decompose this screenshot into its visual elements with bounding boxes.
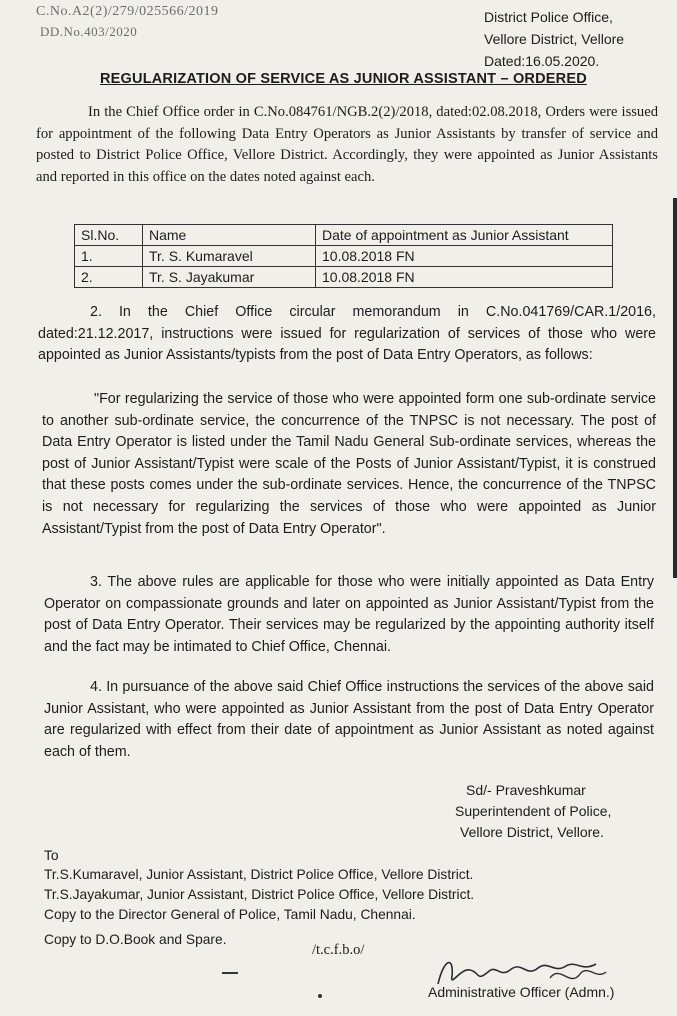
document-title: REGULARIZATION OF SERVICE AS JUNIOR ASSISTANT – ORDERED <box>100 71 587 87</box>
office-name: District Police Office, <box>484 9 613 25</box>
page-edge-shadow <box>673 198 677 578</box>
paragraph-1: In the Chief Office order in C.No.084761/NGB.2(2)/2018, dated:02.08.2018, Orders were issued for appointment of the following Data Entry Operators as Junior Assistants by transfer of service and posted to District Police Office, Vellore District. Accordingly, they were appointed as Junior Assistants and reported in this office on the dates noted against each. <box>36 104 658 185</box>
table-row <box>75 246 613 267</box>
dd-number: DD.No.403/2020 <box>40 24 138 39</box>
table-cell: Tr. S. Jayakumar <box>143 267 316 288</box>
header-cell: Date of appointment as Junior Assistant <box>316 225 613 246</box>
table-row <box>75 267 613 288</box>
reference-number: C.No.A2(2)/279/025566/2019 <box>36 4 219 19</box>
signatory-location: Vellore District, Vellore. <box>460 824 604 840</box>
paragraph-3: 3. The above rules are applicable for those who were initially appointed as Data Entry Operator on compassionate grounds and later on appointed as Junior Assistant/Typist from the post of Data Entry Operator. Their services may be regularized by the appointing authority itself and the fact may be intimated to Chief Office, Chennai. <box>44 574 654 655</box>
to-label: To <box>44 848 59 863</box>
table-cell: 1. <box>75 246 143 267</box>
signatory-name: Sd/- Praveshkumar <box>466 782 586 798</box>
table-cell: 2. <box>75 267 143 288</box>
dash-mark <box>222 972 238 974</box>
copy-to-dgp: Copy to the Director General of Police, Tamil Nadu, Chennai. <box>44 907 416 922</box>
copy-to-dobook: Copy to D.O.Book and Spare. <box>44 932 227 947</box>
table-cell: Tr. S. Kumaravel <box>143 246 316 267</box>
true-copy-mark: /t.c.f.b.o/ <box>312 942 365 958</box>
table-cell: 10.08.2018 FN <box>316 246 613 267</box>
appointment-table <box>74 224 613 288</box>
administrative-officer: Administrative Officer (Admn.) <box>428 984 615 1000</box>
dot-mark <box>318 994 322 998</box>
signatory-designation: Superintendent of Police, <box>455 803 612 819</box>
table-cell: 10.08.2018 FN <box>316 267 613 288</box>
paragraph-4: 4. In pursuance of the above said Chief Office instructions the services of the above said Junior Assistant, who were appointed as Junior Assistant from the post of Data Entry Operator are regularized with effect from their date of appointment as Junior Assistant as noted against each of them. <box>44 679 654 760</box>
table-header-row <box>75 225 613 246</box>
paragraph-2: 2. In the Chief Office circular memorandum in C.No.041769/CAR.1/2016, dated:21.12.2017, instructions were issued for regularization of services of those who were appointed as Junior Assistants/typists from the post of Data Entry Operators, as follows: <box>38 304 656 364</box>
recipient-1: Tr.S.Kumaravel, Junior Assistant, District Police Office, Vellore District. <box>44 867 474 882</box>
header-cell: Name <box>143 225 316 246</box>
quoted-instruction: "For regularizing the service of those who were appointed form one sub-ordinate service to another sub-ordinate service, the concurrence of the TNPSC is not necessary. The post of Data Entry Operator is listed under the Tamil Nadu General Sub-ordinate services, whereas the post of Junior Assistant/Typist were scale of the Posts of Junior Assistant/Typist, it is construed that these posts comes under the sub-ordinate services. Hence, the concurrence of the TNPSC is not necessary for regularizing the services of those who were appointed as Junior Assistant/Typist from the post of Data Entry Operator". <box>42 391 656 537</box>
document-date: Dated:16.05.2020. <box>484 53 600 69</box>
header-cell: Sl.No. <box>75 225 143 246</box>
recipient-2: Tr.S.Jayakumar, Junior Assistant, District Police Office, Vellore District. <box>44 887 475 902</box>
office-district: Vellore District, Vellore <box>484 31 625 47</box>
